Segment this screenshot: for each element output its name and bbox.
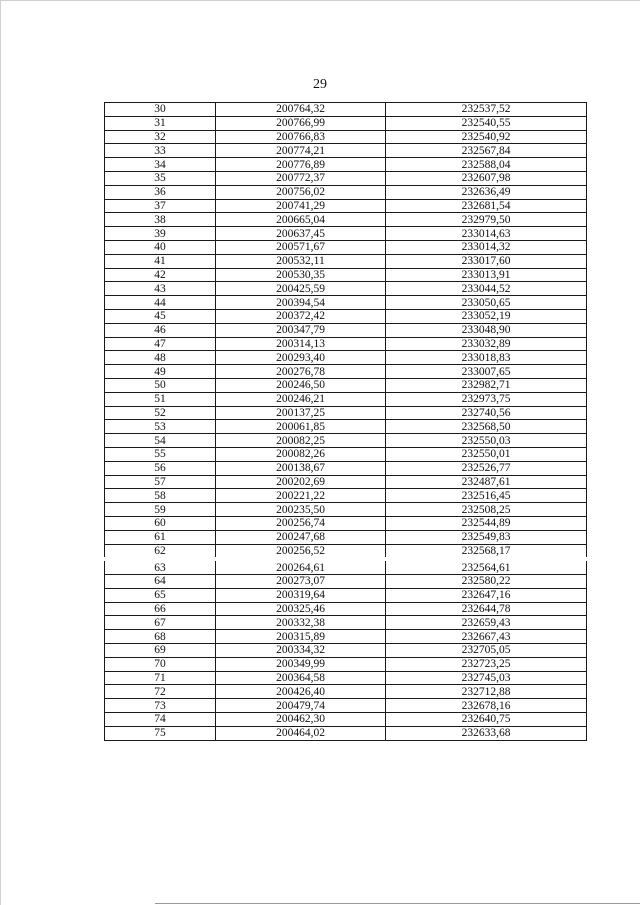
y-coordinate-cell: 232644,78 bbox=[386, 602, 587, 616]
table-row bbox=[105, 420, 587, 434]
table-row bbox=[105, 434, 587, 448]
table-row bbox=[105, 351, 587, 365]
x-coordinate-cell: 200347,79 bbox=[216, 323, 386, 337]
table-row bbox=[105, 630, 587, 644]
table-row bbox=[105, 726, 587, 740]
x-coordinate-cell: 200571,67 bbox=[216, 240, 386, 254]
point-number-cell: 61 bbox=[105, 530, 216, 544]
y-coordinate-cell: 232678,16 bbox=[386, 699, 587, 713]
y-coordinate-cell: 232568,17 bbox=[386, 544, 587, 559]
y-coordinate-cell: 232973,75 bbox=[386, 392, 587, 406]
y-coordinate-cell: 233032,89 bbox=[386, 337, 587, 351]
table-body-part-2 bbox=[105, 559, 587, 740]
point-number-cell: 44 bbox=[105, 296, 216, 310]
point-number-cell: 64 bbox=[105, 575, 216, 589]
table-row bbox=[105, 213, 587, 227]
x-coordinate-cell: 200462,30 bbox=[216, 713, 386, 727]
y-coordinate-cell: 232636,49 bbox=[386, 185, 587, 199]
point-number-cell: 70 bbox=[105, 657, 216, 671]
table-row bbox=[105, 544, 587, 559]
table-row bbox=[105, 309, 587, 323]
table-row bbox=[105, 475, 587, 489]
point-number-cell: 51 bbox=[105, 392, 216, 406]
y-coordinate-cell: 232588,04 bbox=[386, 158, 587, 172]
y-coordinate-cell: 232979,50 bbox=[386, 213, 587, 227]
y-coordinate-cell: 232550,01 bbox=[386, 447, 587, 461]
table-row bbox=[105, 461, 587, 475]
point-number-cell: 30 bbox=[105, 103, 216, 117]
x-coordinate-cell: 200774,21 bbox=[216, 144, 386, 158]
x-coordinate-cell: 200325,46 bbox=[216, 602, 386, 616]
y-coordinate-cell: 233014,32 bbox=[386, 240, 587, 254]
y-coordinate-cell: 233018,83 bbox=[386, 351, 587, 365]
y-coordinate-cell: 232659,43 bbox=[386, 616, 587, 630]
y-coordinate-cell: 233013,91 bbox=[386, 268, 587, 282]
x-coordinate-cell: 200061,85 bbox=[216, 420, 386, 434]
table-row bbox=[105, 337, 587, 351]
y-coordinate-cell: 232526,77 bbox=[386, 461, 587, 475]
table-row bbox=[105, 227, 587, 241]
y-coordinate-cell: 232516,45 bbox=[386, 489, 587, 503]
y-coordinate-cell: 232550,03 bbox=[386, 434, 587, 448]
point-number-cell: 63 bbox=[105, 559, 216, 574]
table-row bbox=[105, 516, 587, 530]
x-coordinate-cell: 200314,13 bbox=[216, 337, 386, 351]
point-number-cell: 42 bbox=[105, 268, 216, 282]
y-coordinate-cell: 232647,16 bbox=[386, 588, 587, 602]
x-coordinate-cell: 200349,99 bbox=[216, 657, 386, 671]
y-coordinate-cell: 233007,65 bbox=[386, 365, 587, 379]
y-coordinate-cell: 233048,90 bbox=[386, 323, 587, 337]
y-coordinate-cell: 232508,25 bbox=[386, 503, 587, 517]
x-coordinate-cell: 200741,29 bbox=[216, 199, 386, 213]
table-row bbox=[105, 699, 587, 713]
point-number-cell: 37 bbox=[105, 199, 216, 213]
table-row bbox=[105, 254, 587, 268]
point-number-cell: 56 bbox=[105, 461, 216, 475]
x-coordinate-cell: 200764,32 bbox=[216, 103, 386, 117]
y-coordinate-cell: 232537,52 bbox=[386, 103, 587, 117]
table-row bbox=[105, 575, 587, 589]
point-number-cell: 35 bbox=[105, 171, 216, 185]
point-number-cell: 68 bbox=[105, 630, 216, 644]
table-row bbox=[105, 378, 587, 392]
x-coordinate-cell: 200221,22 bbox=[216, 489, 386, 503]
y-coordinate-cell: 232564,61 bbox=[386, 559, 587, 574]
y-coordinate-cell: 233017,60 bbox=[386, 254, 587, 268]
point-number-cell: 46 bbox=[105, 323, 216, 337]
x-coordinate-cell: 200772,37 bbox=[216, 171, 386, 185]
point-number-cell: 65 bbox=[105, 588, 216, 602]
y-coordinate-cell: 232740,56 bbox=[386, 406, 587, 420]
x-coordinate-cell: 200138,67 bbox=[216, 461, 386, 475]
x-coordinate-cell: 200776,89 bbox=[216, 158, 386, 172]
table-row bbox=[105, 671, 587, 685]
x-coordinate-cell: 200372,42 bbox=[216, 309, 386, 323]
x-coordinate-cell: 200137,25 bbox=[216, 406, 386, 420]
point-number-cell: 62 bbox=[105, 544, 216, 559]
table-row bbox=[105, 185, 587, 199]
x-coordinate-cell: 200665,04 bbox=[216, 213, 386, 227]
table-row bbox=[105, 171, 587, 185]
x-coordinate-cell: 200756,02 bbox=[216, 185, 386, 199]
table-row bbox=[105, 503, 587, 517]
y-coordinate-cell: 232640,75 bbox=[386, 713, 587, 727]
table-row bbox=[105, 158, 587, 172]
table-row bbox=[105, 685, 587, 699]
point-number-cell: 67 bbox=[105, 616, 216, 630]
x-coordinate-cell: 200276,78 bbox=[216, 365, 386, 379]
point-number-cell: 73 bbox=[105, 699, 216, 713]
point-number-cell: 33 bbox=[105, 144, 216, 158]
x-coordinate-cell: 200082,26 bbox=[216, 447, 386, 461]
point-number-cell: 41 bbox=[105, 254, 216, 268]
table-row bbox=[105, 199, 587, 213]
table-row bbox=[105, 602, 587, 616]
point-number-cell: 74 bbox=[105, 713, 216, 727]
point-number-cell: 53 bbox=[105, 420, 216, 434]
point-number-cell: 32 bbox=[105, 130, 216, 144]
y-coordinate-cell: 232745,03 bbox=[386, 671, 587, 685]
y-coordinate-cell: 232580,22 bbox=[386, 575, 587, 589]
point-number-cell: 39 bbox=[105, 227, 216, 241]
table-row bbox=[105, 144, 587, 158]
y-coordinate-cell: 233044,52 bbox=[386, 282, 587, 296]
y-coordinate-cell: 232487,61 bbox=[386, 475, 587, 489]
table-row bbox=[105, 530, 587, 544]
table-body-part-1 bbox=[105, 103, 587, 560]
point-number-cell: 54 bbox=[105, 434, 216, 448]
point-number-cell: 40 bbox=[105, 240, 216, 254]
point-number-cell: 57 bbox=[105, 475, 216, 489]
x-coordinate-cell: 200315,89 bbox=[216, 630, 386, 644]
y-coordinate-cell: 232549,83 bbox=[386, 530, 587, 544]
point-number-cell: 71 bbox=[105, 671, 216, 685]
y-coordinate-cell: 232705,05 bbox=[386, 644, 587, 658]
x-coordinate-cell: 200637,45 bbox=[216, 227, 386, 241]
table-row bbox=[105, 657, 587, 671]
y-coordinate-cell: 232667,43 bbox=[386, 630, 587, 644]
point-number-cell: 34 bbox=[105, 158, 216, 172]
y-coordinate-cell: 233050,65 bbox=[386, 296, 587, 310]
x-coordinate-cell: 200426,40 bbox=[216, 685, 386, 699]
table-row bbox=[105, 713, 587, 727]
table-row bbox=[105, 559, 587, 574]
y-coordinate-cell: 233014,63 bbox=[386, 227, 587, 241]
x-coordinate-cell: 200319,64 bbox=[216, 588, 386, 602]
point-number-cell: 72 bbox=[105, 685, 216, 699]
table-row bbox=[105, 116, 587, 130]
table-row bbox=[105, 616, 587, 630]
table-row bbox=[105, 296, 587, 310]
point-number-cell: 59 bbox=[105, 503, 216, 517]
table-row bbox=[105, 406, 587, 420]
x-coordinate-cell: 200256,52 bbox=[216, 544, 386, 559]
x-coordinate-cell: 200202,69 bbox=[216, 475, 386, 489]
table-row bbox=[105, 268, 587, 282]
y-coordinate-cell: 232982,71 bbox=[386, 378, 587, 392]
scan-edge-left bbox=[0, 0, 1, 905]
x-coordinate-cell: 200235,50 bbox=[216, 503, 386, 517]
table-row bbox=[105, 240, 587, 254]
table-row bbox=[105, 489, 587, 503]
point-number-cell: 60 bbox=[105, 516, 216, 530]
y-coordinate-cell: 232681,54 bbox=[386, 199, 587, 213]
x-coordinate-cell: 200256,74 bbox=[216, 516, 386, 530]
point-number-cell: 75 bbox=[105, 726, 216, 740]
x-coordinate-cell: 200273,07 bbox=[216, 575, 386, 589]
table-row bbox=[105, 365, 587, 379]
x-coordinate-cell: 200464,02 bbox=[216, 726, 386, 740]
table-row bbox=[105, 644, 587, 658]
table-row bbox=[105, 392, 587, 406]
point-number-cell: 66 bbox=[105, 602, 216, 616]
table-row bbox=[105, 447, 587, 461]
x-coordinate-cell: 200532,11 bbox=[216, 254, 386, 268]
point-number-cell: 43 bbox=[105, 282, 216, 296]
scan-edge-top bbox=[0, 0, 640, 1]
table-row bbox=[105, 103, 587, 117]
x-coordinate-cell: 200264,61 bbox=[216, 559, 386, 574]
point-number-cell: 36 bbox=[105, 185, 216, 199]
x-coordinate-cell: 200766,83 bbox=[216, 130, 386, 144]
x-coordinate-cell: 200425,59 bbox=[216, 282, 386, 296]
table-row bbox=[105, 323, 587, 337]
y-coordinate-cell: 233052,19 bbox=[386, 309, 587, 323]
x-coordinate-cell: 200530,35 bbox=[216, 268, 386, 282]
page-number: 29 bbox=[313, 77, 327, 92]
point-number-cell: 58 bbox=[105, 489, 216, 503]
table-row bbox=[105, 130, 587, 144]
y-coordinate-cell: 232712,88 bbox=[386, 685, 587, 699]
y-coordinate-cell: 232568,50 bbox=[386, 420, 587, 434]
coordinate-table bbox=[104, 102, 587, 741]
point-number-cell: 49 bbox=[105, 365, 216, 379]
point-number-cell: 47 bbox=[105, 337, 216, 351]
point-number-cell: 69 bbox=[105, 644, 216, 658]
y-coordinate-cell: 232607,98 bbox=[386, 171, 587, 185]
point-number-cell: 50 bbox=[105, 378, 216, 392]
y-coordinate-cell: 232723,25 bbox=[386, 657, 587, 671]
y-coordinate-cell: 232544,89 bbox=[386, 516, 587, 530]
point-number-cell: 45 bbox=[105, 309, 216, 323]
y-coordinate-cell: 232567,84 bbox=[386, 144, 587, 158]
x-coordinate-cell: 200247,68 bbox=[216, 530, 386, 544]
point-number-cell: 38 bbox=[105, 213, 216, 227]
table-row bbox=[105, 282, 587, 296]
point-number-cell: 52 bbox=[105, 406, 216, 420]
x-coordinate-cell: 200334,32 bbox=[216, 644, 386, 658]
x-coordinate-cell: 200364,58 bbox=[216, 671, 386, 685]
x-coordinate-cell: 200246,50 bbox=[216, 378, 386, 392]
y-coordinate-cell: 232540,92 bbox=[386, 130, 587, 144]
scan-edge-bottom bbox=[155, 903, 640, 904]
x-coordinate-cell: 200082,25 bbox=[216, 434, 386, 448]
point-number-cell: 55 bbox=[105, 447, 216, 461]
x-coordinate-cell: 200394,54 bbox=[216, 296, 386, 310]
x-coordinate-cell: 200246,21 bbox=[216, 392, 386, 406]
point-number-cell: 48 bbox=[105, 351, 216, 365]
x-coordinate-cell: 200332,38 bbox=[216, 616, 386, 630]
y-coordinate-cell: 232540,55 bbox=[386, 116, 587, 130]
x-coordinate-cell: 200766,99 bbox=[216, 116, 386, 130]
table-row bbox=[105, 588, 587, 602]
point-number-cell: 31 bbox=[105, 116, 216, 130]
y-coordinate-cell: 232633,68 bbox=[386, 726, 587, 740]
x-coordinate-cell: 200293,40 bbox=[216, 351, 386, 365]
x-coordinate-cell: 200479,74 bbox=[216, 699, 386, 713]
